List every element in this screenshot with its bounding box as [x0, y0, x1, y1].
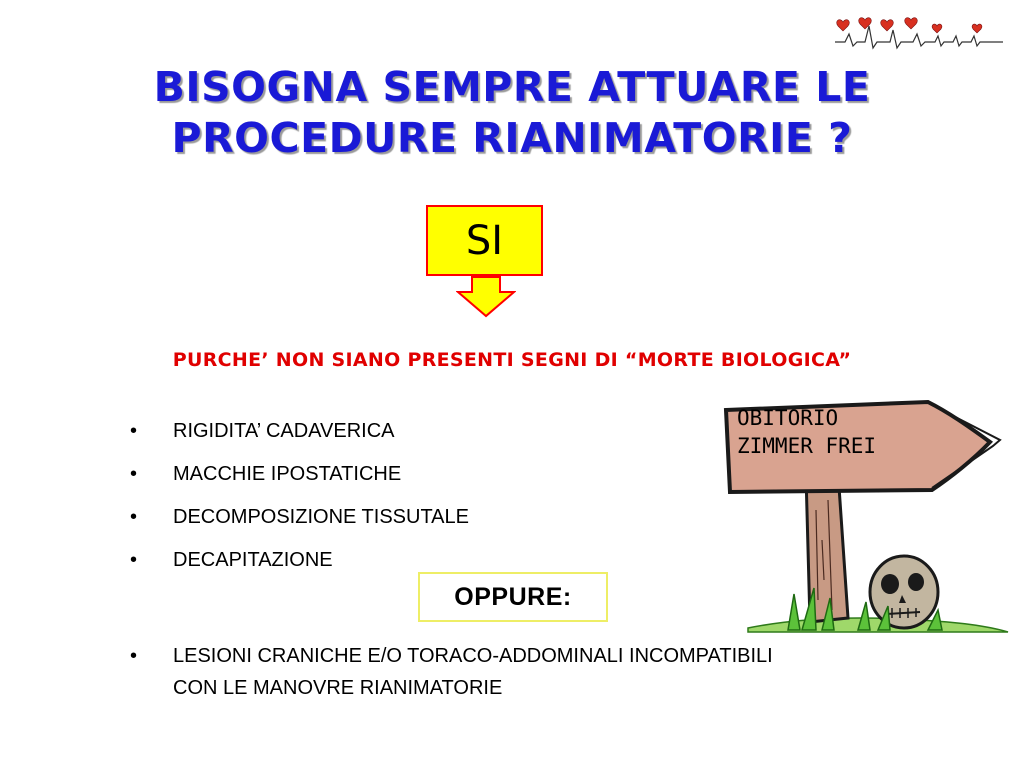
list-item-text: DECOMPOSIZIONE TISSUTALE: [173, 506, 469, 528]
signs-list: [128, 420, 469, 592]
slide-title-line2: PROCEDURE RIANIMATORIE ?: [171, 114, 853, 162]
bullet-icon: •: [130, 549, 138, 571]
signpost-line2: ZIMMER FREI: [737, 434, 877, 458]
condition-text: PURCHE’ NON SIANO PRESENTI SEGNI DI “MORTE BIOLOGICA”: [172, 349, 852, 371]
answer-box: [426, 205, 543, 276]
slide-title-line1: BISOGNA SEMPRE ATTUARE LE: [153, 63, 871, 111]
bullet-icon: •: [130, 420, 138, 442]
list-item-text: DECAPITAZIONE: [173, 549, 333, 571]
signpost-line1: OBITORIO: [737, 406, 839, 430]
ecg-hearts-logo: [835, 12, 1003, 52]
final-list-item: [128, 640, 928, 704]
final-item-line2: CON LE MANOVRE RIANIMATORIE: [173, 677, 503, 699]
bullet-icon: •: [130, 463, 138, 485]
list-item-text: RIGIDITA’ CADAVERICA: [173, 420, 395, 442]
list-item: [128, 463, 469, 506]
signpost-text: [737, 404, 947, 460]
slide-title: [40, 62, 984, 164]
final-item-line1: LESIONI CRANICHE E/O TORACO-ADDOMINALI INCOMPATIBILI: [173, 645, 773, 667]
down-arrow-icon: [456, 276, 516, 318]
bullet-icon: •: [130, 645, 138, 667]
list-item: [128, 506, 469, 549]
oppure-box: [418, 572, 608, 622]
list-item-text: MACCHIE IPOSTATICHE: [173, 463, 402, 485]
oppure-text: OPPURE:: [454, 582, 572, 611]
bullet-icon: •: [130, 506, 138, 528]
answer-text: SI: [465, 217, 504, 264]
list-item: [128, 420, 469, 463]
